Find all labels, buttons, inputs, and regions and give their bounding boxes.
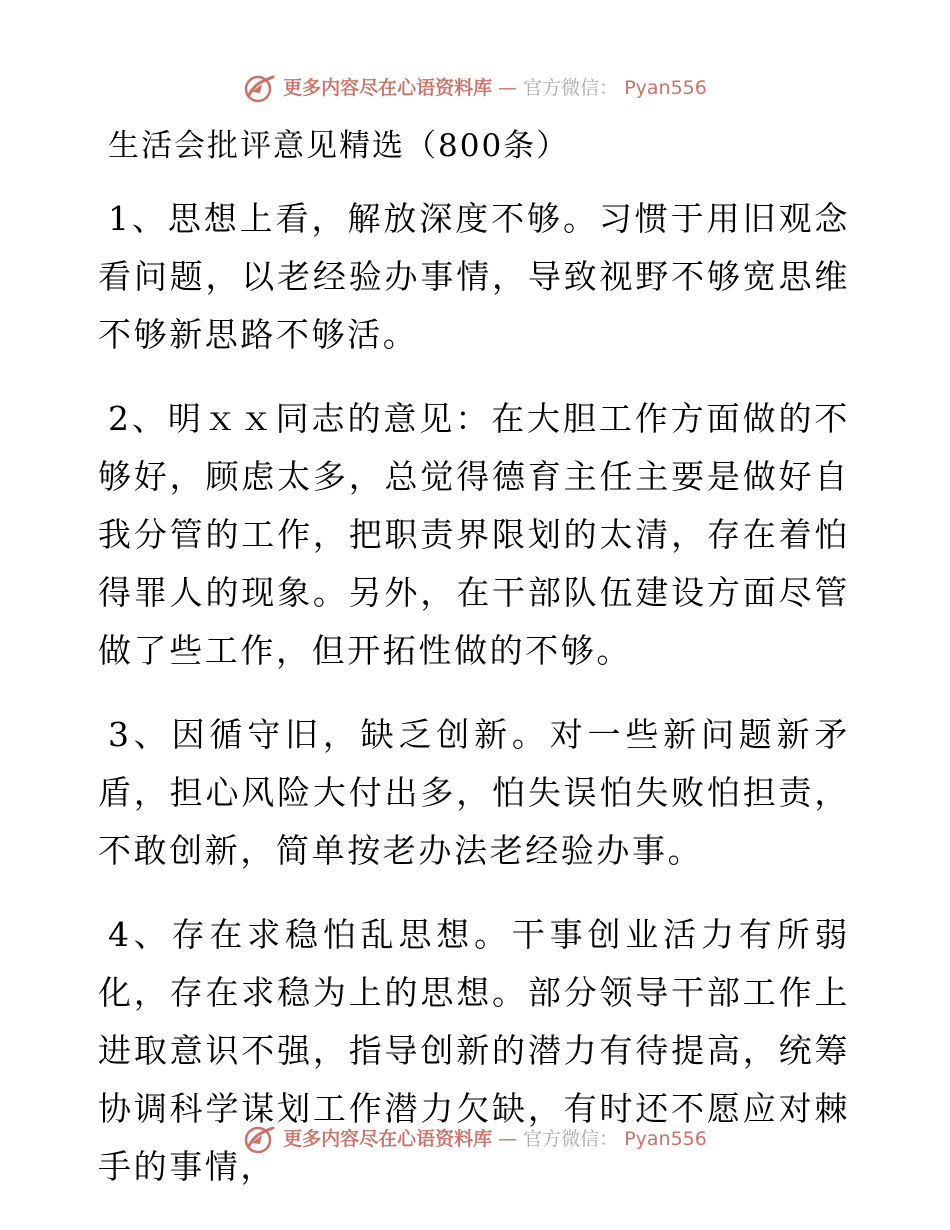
paragraph-3 (98, 706, 850, 880)
watermark-label: 官方微信： (523, 77, 619, 99)
watermark-header (0, 73, 950, 103)
paragraph-number: 4、 (108, 915, 172, 954)
watermark-wechat-id: Pyan556 (624, 77, 707, 99)
watermark-footer (0, 1124, 950, 1154)
watermark-label: 官方微信： (523, 1128, 619, 1150)
document-body (98, 190, 850, 1222)
paragraph-text: 存在求稳怕乱思想。干事创业活力有所弱化，存在求稳为上的思想。部分领导干部工作上进取意识不强，指导创新的潜力有待提高，统筹协调科学谋划工作潜力欠缺，有时还不愿应对棘手的事情， (98, 915, 850, 1186)
paragraph-number: 2、 (108, 399, 168, 438)
paragraph-text: 思想上看，解放深度不够。习惯于用旧观念看问题，以老经验办事情，导致视野不够宽思维不够新思路不够活。 (98, 199, 850, 354)
paragraph-1 (98, 190, 850, 364)
watermark-main-text: 更多内容尽在心语资料库 (283, 77, 493, 99)
watermark-dash: — (498, 1128, 518, 1150)
paragraph-text: 明ｘｘ同志的意见：在大胆工作方面做的不够好，顾虑太多，总觉得德育主任主要是做好自我分管的工作，把职责界限划的太清，存在着怕得罪人的现象。另外，在干部队伍建设方面尽管做了些工作，但开拓性做的不够。 (98, 399, 850, 670)
paragraph-number: 1、 (108, 199, 168, 238)
pen-flourish-icon (243, 73, 277, 103)
watermark-dash: — (498, 77, 518, 99)
paragraph-number: 3、 (108, 715, 172, 754)
watermark-main-text: 更多内容尽在心语资料库 (283, 1128, 493, 1150)
watermark-wechat-id: Pyan556 (624, 1128, 707, 1150)
pen-flourish-icon (243, 1124, 277, 1154)
paragraph-text: 因循守旧，缺乏创新。对一些新问题新矛盾，担心风险大付出多，怕失误怕失败怕担责，不敢创新，简单按老办法老经验办事。 (98, 715, 850, 870)
document-title: 生活会批评意见精选（800条） (108, 128, 570, 164)
paragraph-2 (98, 390, 850, 680)
